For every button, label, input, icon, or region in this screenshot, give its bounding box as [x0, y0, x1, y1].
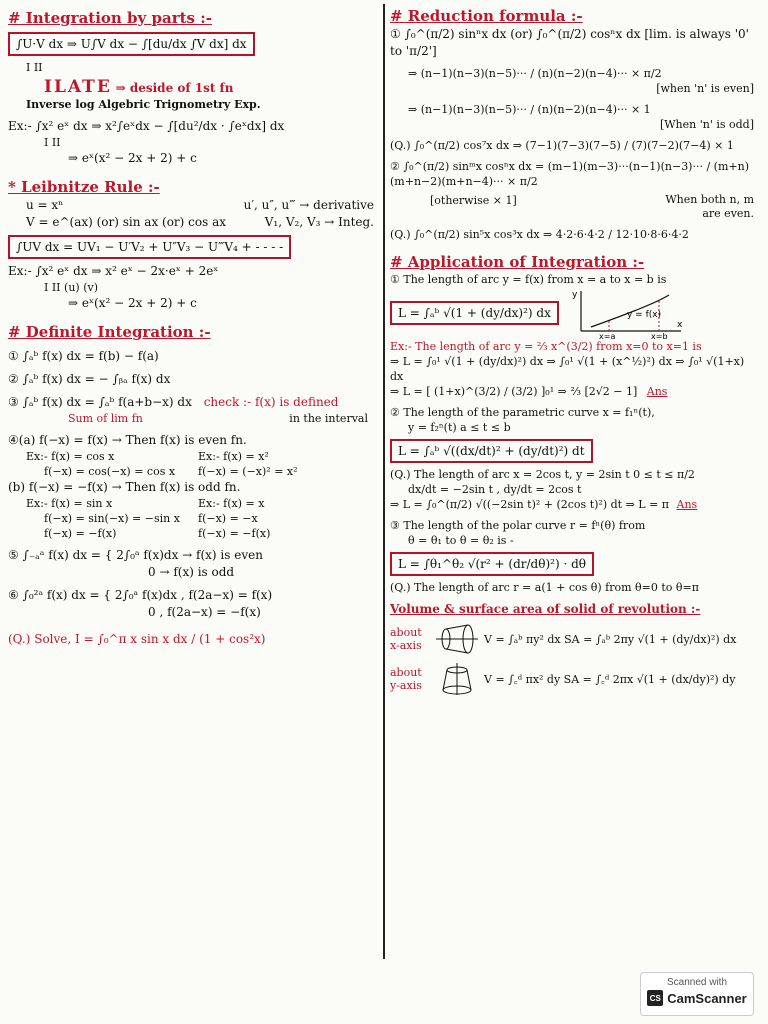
app-2-question: (Q.) The length of arc x = 2cos t, y = 2sin t 0 ≤ t ≤ π/2 [390, 468, 695, 481]
def-4a-ex2: Ex:- f(x) = x² [198, 450, 269, 463]
vol-x-row [390, 622, 760, 656]
ex2-line2: ⇒ eˣ(x² − 2x + 2) + c [68, 296, 197, 310]
leib-v-note: V₁, V₂, V₃ → Integ. [264, 215, 374, 229]
def-4a-ex1b: f(−x) = cos(−x) = cos x [44, 465, 176, 478]
red-rule-1: ① ∫₀^(π/2) sinⁿx dx (or) ∫₀^(π/2) cosⁿx dx [lim. is always '0' to 'π/2'] [390, 27, 749, 58]
right-column [390, 0, 760, 960]
red-odd-note: [When 'n' is odd] [659, 118, 754, 131]
vol-x-label-2: x-axis [390, 639, 422, 652]
def-rule-1: ① ∫ₐᵇ f(x) dx = f(b) − f(a) [8, 349, 159, 363]
heading-definite-integration: # Definite Integration :- [8, 323, 211, 341]
red-rule-2-note1: When both n, m [665, 193, 754, 206]
red-even-note: [when 'n' is even] [656, 82, 754, 95]
leib-u: u = xⁿ [26, 198, 64, 212]
app-rule-1-row [390, 287, 760, 339]
ex1-line1: Ex:- ∫x² eˣ dx ⇒ x²∫eˣdx − ∫[du²/dx · ∫eˣdx] dx [8, 119, 285, 133]
def-rule-6: ⑥ ∫₀²ᵃ f(x) dx = { 2∫₀ᵃ f(x)dx , f(2a−x) = f(x) [8, 588, 273, 602]
ilate-desc: ⇒ deside of 1st fn [115, 81, 234, 95]
vol-x-label-1: about [390, 626, 422, 639]
leib-v-row [8, 214, 378, 231]
app-3-question: (Q.) The length of arc r = a(1 + cos θ) from θ=0 to θ=π [390, 581, 699, 594]
def-4b-ex1b: f(−x) = sin(−x) = −sin x [44, 512, 180, 525]
def-rule-4b-examples [8, 496, 378, 541]
def-4a-ex2b: f(−x) = (−x)² = x² [198, 465, 298, 478]
def-rule-6b: 0 , f(2a−x) = −f(x) [148, 605, 261, 619]
red-rule-2-notes [390, 189, 760, 221]
heading-application-integration: # Application of Integration :- [390, 253, 645, 271]
red-rule-2: ② ∫₀^(π/2) sinᵐx cosⁿx dx = (m−1)(m−3)···(n−1)(n−3)··· / (m+n)(m+n−2)(m+n−4)··· × π/2 [390, 160, 749, 188]
red-rule-2-otherwise: [otherwise × 1] [430, 194, 517, 207]
leib-formula-box: ∫UV dx = UV₁ − U′V₂ + U″V₃ − U‴V₄ + - - - - [8, 235, 291, 259]
vol-y-row [390, 662, 760, 696]
solid-x-axis-icon [434, 622, 480, 656]
vol-heading: Volume & surface area of solid of revolution :- [390, 602, 701, 616]
def-4b-ex2: Ex:- f(x) = x [198, 497, 265, 510]
leib-v: V = e^(ax) (or) sin ax (or) cos ax [26, 215, 226, 229]
camscanner-brand: CamScanner [667, 990, 747, 1006]
vol-y-formula: V = ∫꜀ᵈ πx² dy SA = ∫꜀ᵈ 2πx √(1 + (dx/dy)²) dy [484, 672, 736, 686]
arc-length-graph [569, 287, 689, 339]
ilate-line [8, 79, 378, 97]
camscanner-logo-icon: CS [647, 990, 663, 1006]
app-1-example-2: ⇒ L = ∫₀¹ √(1 + (dy/dx)²) dx ⇒ ∫₀¹ √(1 + (x^½)²) dx ⇒ ∫₀¹ √(1+x) dx [390, 355, 745, 383]
ex1-line2: ⇒ eˣ(x² − 2x + 2) + c [68, 151, 197, 165]
vol-y-label-2: y-axis [390, 679, 422, 692]
camscanner-watermark [640, 972, 754, 1016]
app-rule-3b: θ = θ₁ to θ = θ₂ is - [408, 534, 514, 547]
app-1-example-3: ⇒ L = [ (1+x)^(3/2) / (3/2) ]₀¹ ⇒ ⅔ [2√2 − 1] Ans [390, 385, 668, 398]
solid-y-axis-icon [434, 662, 480, 696]
def-4a-ex1: Ex:- f(x) = cos x [26, 450, 115, 463]
graph-b-label: x=b [650, 332, 668, 339]
def-4b-ex2b: f(−x) = −x [198, 512, 258, 525]
vol-x-formula: V = ∫ₐᵇ πy² dx SA = ∫ₐᵇ 2πy √(1 + (dy/dx)²) dx [484, 632, 737, 646]
column-divider [383, 4, 385, 959]
app-rule-3-formula-box: L = ∫θ₁^θ₂ √(r² + (dr/dθ)²) · dθ [390, 552, 594, 576]
red-question-1: (Q.) ∫₀^(π/2) cos⁷x dx ⇒ (7−1)(7−3)(7−5) / (7)(7−2)(7−4) × 1 [390, 139, 734, 152]
def-rule-4a-examples [8, 449, 378, 479]
def-rule-3-check: check :- f(x) is defined [203, 395, 339, 409]
def-rule-4b: (b) f(−x) = −f(x) → Then f(x) is odd fn. [8, 480, 241, 494]
ibp-formula-box: ∫U·V dx ⇒ U∫V dx − ∫[du/dx ∫V dx] dx [8, 32, 255, 56]
red-rule-2-note2: are even. [702, 207, 754, 220]
def-rule-3-notes [8, 411, 378, 426]
app-rule-3: ③ The length of the polar curve r = fⁿ(θ) from [390, 519, 646, 532]
red-rule-1-note: [lim. is always '0' to 'π/2'] [390, 27, 749, 58]
app-rule-2b: y = f₂ⁿ(t) a ≤ t ≤ b [408, 421, 511, 434]
app-2-answer: Ans [676, 498, 698, 511]
ilate-word: ILATE [44, 77, 112, 97]
def-4b-ex1c: f(−x) = −f(x) [44, 527, 117, 540]
leib-u-note: u′, u″, u‴ → derivative [243, 198, 374, 212]
ex2-marks: I II (u) (v) [44, 281, 98, 294]
def-rule-5b: 0 → f(x) is odd [148, 565, 235, 579]
def-4b-ex2c: f(−x) = −f(x) [198, 527, 271, 540]
app-rule-1-formula-box: L = ∫ₐᵇ √(1 + (dy/dx)²) dx [390, 301, 559, 325]
app-2-question-3: ⇒ L = ∫₀^(π/2) √((−2sin t)² + (2cos t)²) dt ⇒ L = π Ans [390, 498, 698, 511]
leib-u-row [8, 197, 378, 214]
question-solve: (Q.) Solve, I = ∫₀^π x sin x dx / (1 + cos²x) [8, 632, 266, 646]
graph-fx-label: y = f(x) [626, 310, 661, 320]
app-2-question-2: dx/dt = −2sin t , dy/dt = 2cos t [408, 483, 582, 496]
graph-y-label: y [571, 290, 578, 300]
red-odd: ⇒ (n−1)(n−3)(n−5)··· / (n)(n−2)(n−4)··· × 1 [408, 103, 651, 116]
app-rule-1: ① The length of arc y = f(x) from x = a to x = b is [390, 273, 667, 286]
ilate-words: Inverse log Algebric Trignometry Exp. [26, 98, 261, 111]
scanned-with-text: Scanned with [666, 977, 728, 988]
ex2-line1: Ex:- ∫x² eˣ dx ⇒ x² eˣ − 2x·eˣ + 2eˣ [8, 264, 219, 278]
app-rule-2: ② The length of the parametric curve x = f₁ⁿ(t), [390, 406, 655, 419]
app-1-answer: Ans [646, 385, 668, 398]
def-rule-3-interval: in the interval [289, 412, 368, 425]
ibp-marks: I II [26, 61, 43, 74]
heading-leibnitz: * Leibnitze Rule :- [8, 178, 160, 196]
def-rule-5: ⑤ ∫₋ₐᵃ f(x) dx = { 2∫₀ᵃ f(x)dx → f(x) is even [8, 548, 263, 562]
graph-a-label: x=a [598, 332, 616, 339]
red-question-2: (Q.) ∫₀^(π/2) sin⁵x cos³x dx ⇒ 4·2·6·4·2 / 12·10·8·6·4·2 [390, 228, 689, 241]
app-1-example: Ex:- The length of arc y = ⅔ x^(3/2) from x=0 to x=1 is [390, 340, 702, 353]
def-rule-4a: ④(a) f(−x) = f(x) → Then f(x) is even fn. [8, 433, 247, 447]
def-rule-3-note: Sum of lim fn [68, 412, 143, 425]
heading-reduction-formula: # Reduction formula :- [390, 7, 583, 25]
graph-x-label: x [676, 320, 683, 330]
left-column [8, 0, 378, 960]
def-rule-3: ③ ∫ₐᵇ f(x) dx = ∫ₐᵇ f(a+b−x) dx check :- f(x) is defined [8, 395, 339, 409]
heading-integration-by-parts: # Integration by parts :- [8, 9, 212, 27]
app-rule-2-formula-box: L = ∫ₐᵇ √((dx/dt)² + (dy/dt)²) dt [390, 439, 593, 463]
vol-y-label-1: about [390, 666, 422, 679]
def-4b-ex1: Ex:- f(x) = sin x [26, 497, 113, 510]
ex1-marks: I II [44, 136, 61, 149]
def-rule-2: ② ∫ₐᵇ f(x) dx = − ∫ᵦₐ f(x) dx [8, 372, 171, 386]
red-even: ⇒ (n−1)(n−3)(n−5)··· / (n)(n−2)(n−4)··· × π/2 [408, 67, 662, 80]
